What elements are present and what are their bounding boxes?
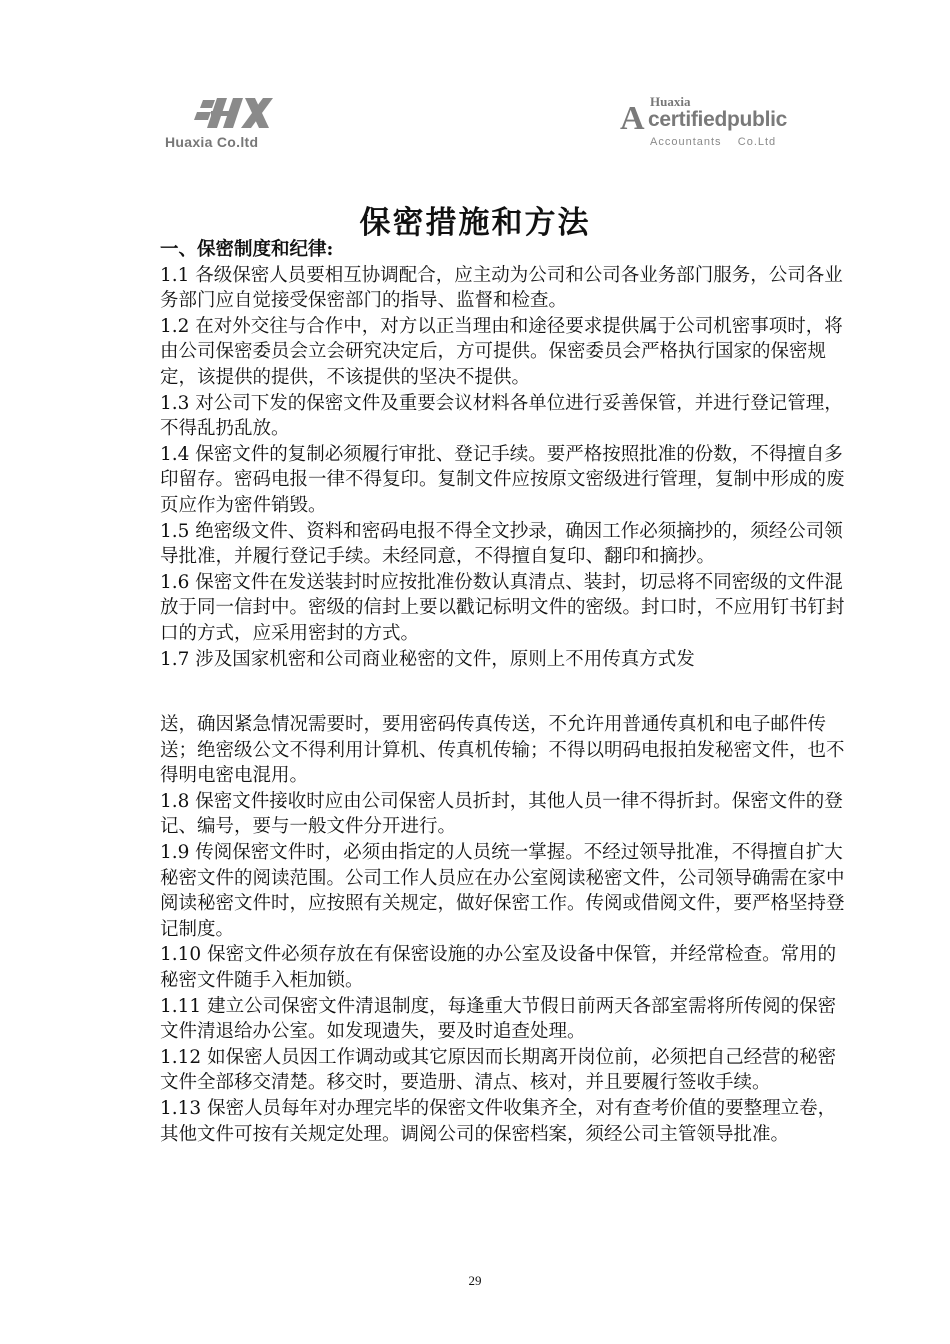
- document-title: 保密措施和方法: [359, 205, 591, 241]
- left-logo-name: Huaxia Co.ltd: [165, 134, 259, 150]
- paragraph-1-9: 1.9 传阅保密文件时，必须由指定的人员统一掌握。不经过领导批准，不得擅自扩大秘密文件的阅读范围。公司工作人员应在办公室阅读秘密文件，公司领导确需在家中阅读秘密文件时，应按照有关规定，做好保密工作。传阅或借阅文件，要严格坚持登记制度。: [160, 842, 845, 940]
- right-logo-subtitle: Accountants Co.Ltd: [650, 136, 777, 148]
- page-number: 29: [468, 1273, 482, 1288]
- paragraph-1-1: 1.1 各级保密人员要相互协调配合，应主动为公司和公司各业务部门服务，公司各业务部门应自觉接受保密部门的指导、监督和检查。: [160, 264, 843, 312]
- right-logo-brand: certifiedpublic: [648, 108, 788, 131]
- paragraph-1-11: 1.11 建立公司保密文件清退制度，每逢重大节假日前两天各部室需将所传阅的保密文件清退给办公室。如发现遗失，要及时追查处理。: [160, 995, 837, 1043]
- paragraph-1-3: 1.3 对公司下发的保密文件及重要会议材料各单位进行妥善保管，并进行登记管理，不得乱扔乱放。: [160, 392, 843, 440]
- right-logo-big-letter: A: [620, 100, 645, 137]
- huaxia-logo-mark-icon: [193, 96, 277, 130]
- section-heading: 一、保密制度和纪律:: [160, 239, 334, 260]
- paragraph-1-12: 1.12 如保密人员因工作调动或其它原因而长期离开岗位前，必须把自己经营的秘密文件全部移交清楚。移交时，要造册、清点、核对，并且要履行签收手续。: [160, 1046, 837, 1094]
- paragraph-1-8: 1.8 保密文件接收时应由公司保密人员折封，其他人员一律不得折封。保密文件的登记、编号，要与一般文件分开进行。: [160, 790, 843, 838]
- certified-public-accountants-logo: [620, 94, 830, 156]
- paragraph-1-7: 1.7 涉及国家机密和公司商业秘密的文件，原则上不用传真方式发: [160, 648, 695, 670]
- paragraph-1-10: 1.10 保密文件必须存放在有保密设施的办公室及设备中保管，并经常检查。常用的秘密文件随手入柜加锁。: [160, 944, 837, 992]
- paragraph-1-4: 1.4 保密文件的复制必须履行审批、登记手续。要严格按照批准的份数，不得擅自多印留存。密码电报一律不得复印。复制文件应按原文密级进行管理，复制中形成的废页应作为密件销毁。: [160, 443, 845, 516]
- paragraph-1-5: 1.5 绝密级文件、资料和密码电报不得全文抄录，确因工作必须摘抄的，须经公司领导批准，并履行登记手续。未经同意，不得擅自复印、翻印和摘抄。: [160, 520, 843, 568]
- huaxia-company-logo: [165, 96, 305, 156]
- document-body: [160, 237, 850, 1147]
- paragraph-1-7-continued: 送，确因紧急情况需要时，要用密码传真传送，不允许用普通传真机和电子邮件传送；绝密级公文不得利用计算机、传真机传输；不得以明码电报拍发秘密文件，也不得明电密电混用。: [160, 714, 845, 787]
- right-logo-small-text: Huaxia: [650, 94, 691, 109]
- paragraph-1-2: 1.2 在对外交往与合作中，对方以正当理由和途径要求提供属于公司机密事项时，将由公司保密委员会立会研究决定后，方可提供。保密委员会严格执行国家的保密规定，该提供的提供，不该提供的坚决不提供。: [160, 315, 843, 388]
- paragraph-1-6: 1.6 保密文件在发送装封时应按批准份数认真清点、装封，切忌将不同密级的文件混放于同一信封中。密级的信封上要以戳记标明文件的密级。封口时，不应用钉书钉封口的方式，应采用密封的方式。: [160, 571, 845, 644]
- paragraph-1-13: 1.13 保密人员每年对办理完毕的保密文件收集齐全，对有查考价值的要整理立卷，其他文件可按有关规定处理。调阅公司的保密档案，须经公司主管领导批准。: [160, 1098, 837, 1145]
